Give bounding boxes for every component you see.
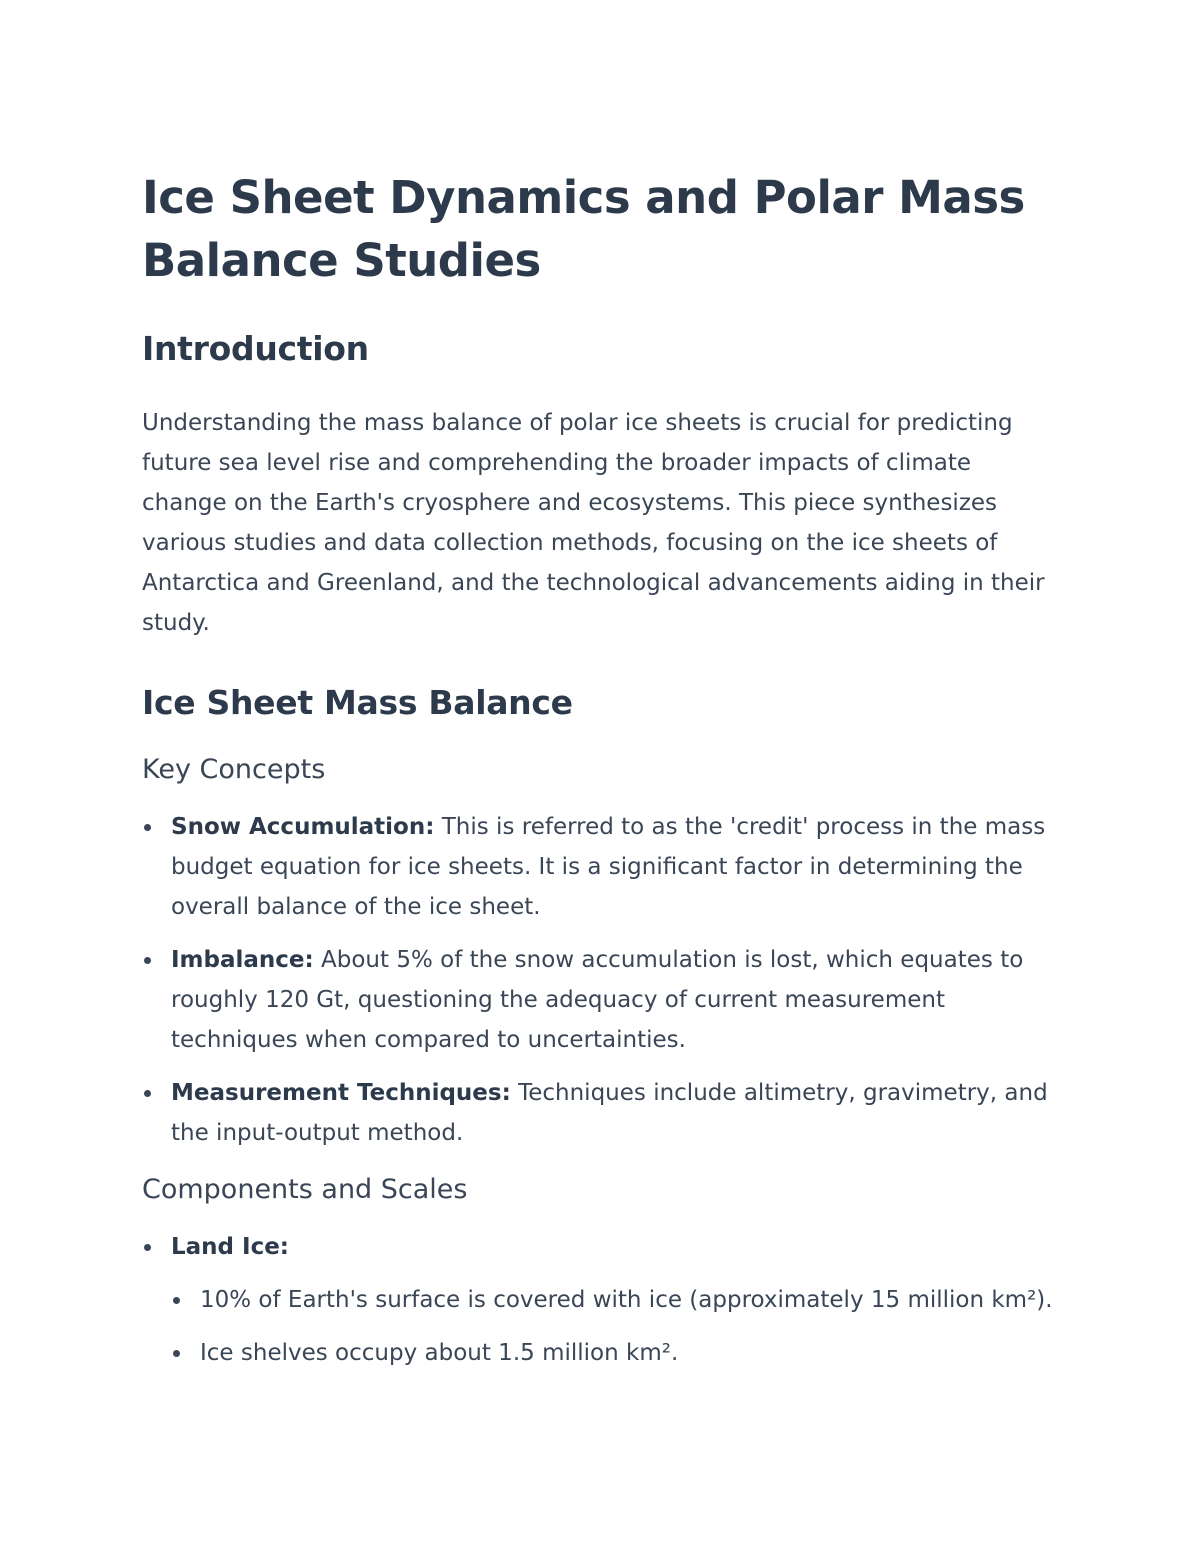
subsection-heading-components: Components and Scales [142,1174,468,1205]
introduction-paragraph: Understanding the mass balance of polar ice sheets is crucial for predicting future sea level rise and comprehending the broader impacts of climate change on the Earth's cryosphere and ecosystems. This piece synthesizes various studies and data collection methods, focusing on the ice sheets of Antarctica and Greenland, and the technological advancements aiding in their study. [142,410,1045,636]
land-ice-sublist [171,1280,1060,1373]
list-item-text: About 5% of the snow accumulation is lost, which equates to roughly 120 Gt, questioning the adequacy of current measurement techniques when compared to uncertainties. [171,947,1024,1053]
list-item-text: Techniques include altimetry, gravimetry, and the input-output method. [171,1080,1048,1146]
list-item-term: Imbalance: [171,947,314,973]
sublist-item: Ice shelves occupy about 1.5 million km². [171,1333,1060,1373]
sublist-item: 10% of Earth's surface is covered with ice (approximately 15 million km²). [171,1280,1060,1320]
list-item [142,940,1060,1060]
section-heading-mass-balance: Ice Sheet Mass Balance [142,683,573,722]
document-title: Ice Sheet Dynamics and Polar Mass Balance Studies [142,171,1025,287]
list-item-text: This is referred to as the 'credit' process in the mass budget equation for ice sheets. It is a significant factor in determining the overall balance of the ice sheet. [171,814,1046,920]
list-item [142,1073,1060,1153]
subsection-heading-key-concepts: Key Concepts [142,754,326,785]
list-item-term: Snow Accumulation: [171,814,435,840]
list-item-term: Land Ice: [171,1234,290,1260]
list-item [142,1227,1060,1373]
list-item-term: Measurement Techniques: [171,1080,511,1106]
key-concepts-list [142,807,1060,1153]
components-list [142,1227,1060,1373]
section-heading-introduction: Introduction [142,329,369,368]
list-item [142,807,1060,927]
